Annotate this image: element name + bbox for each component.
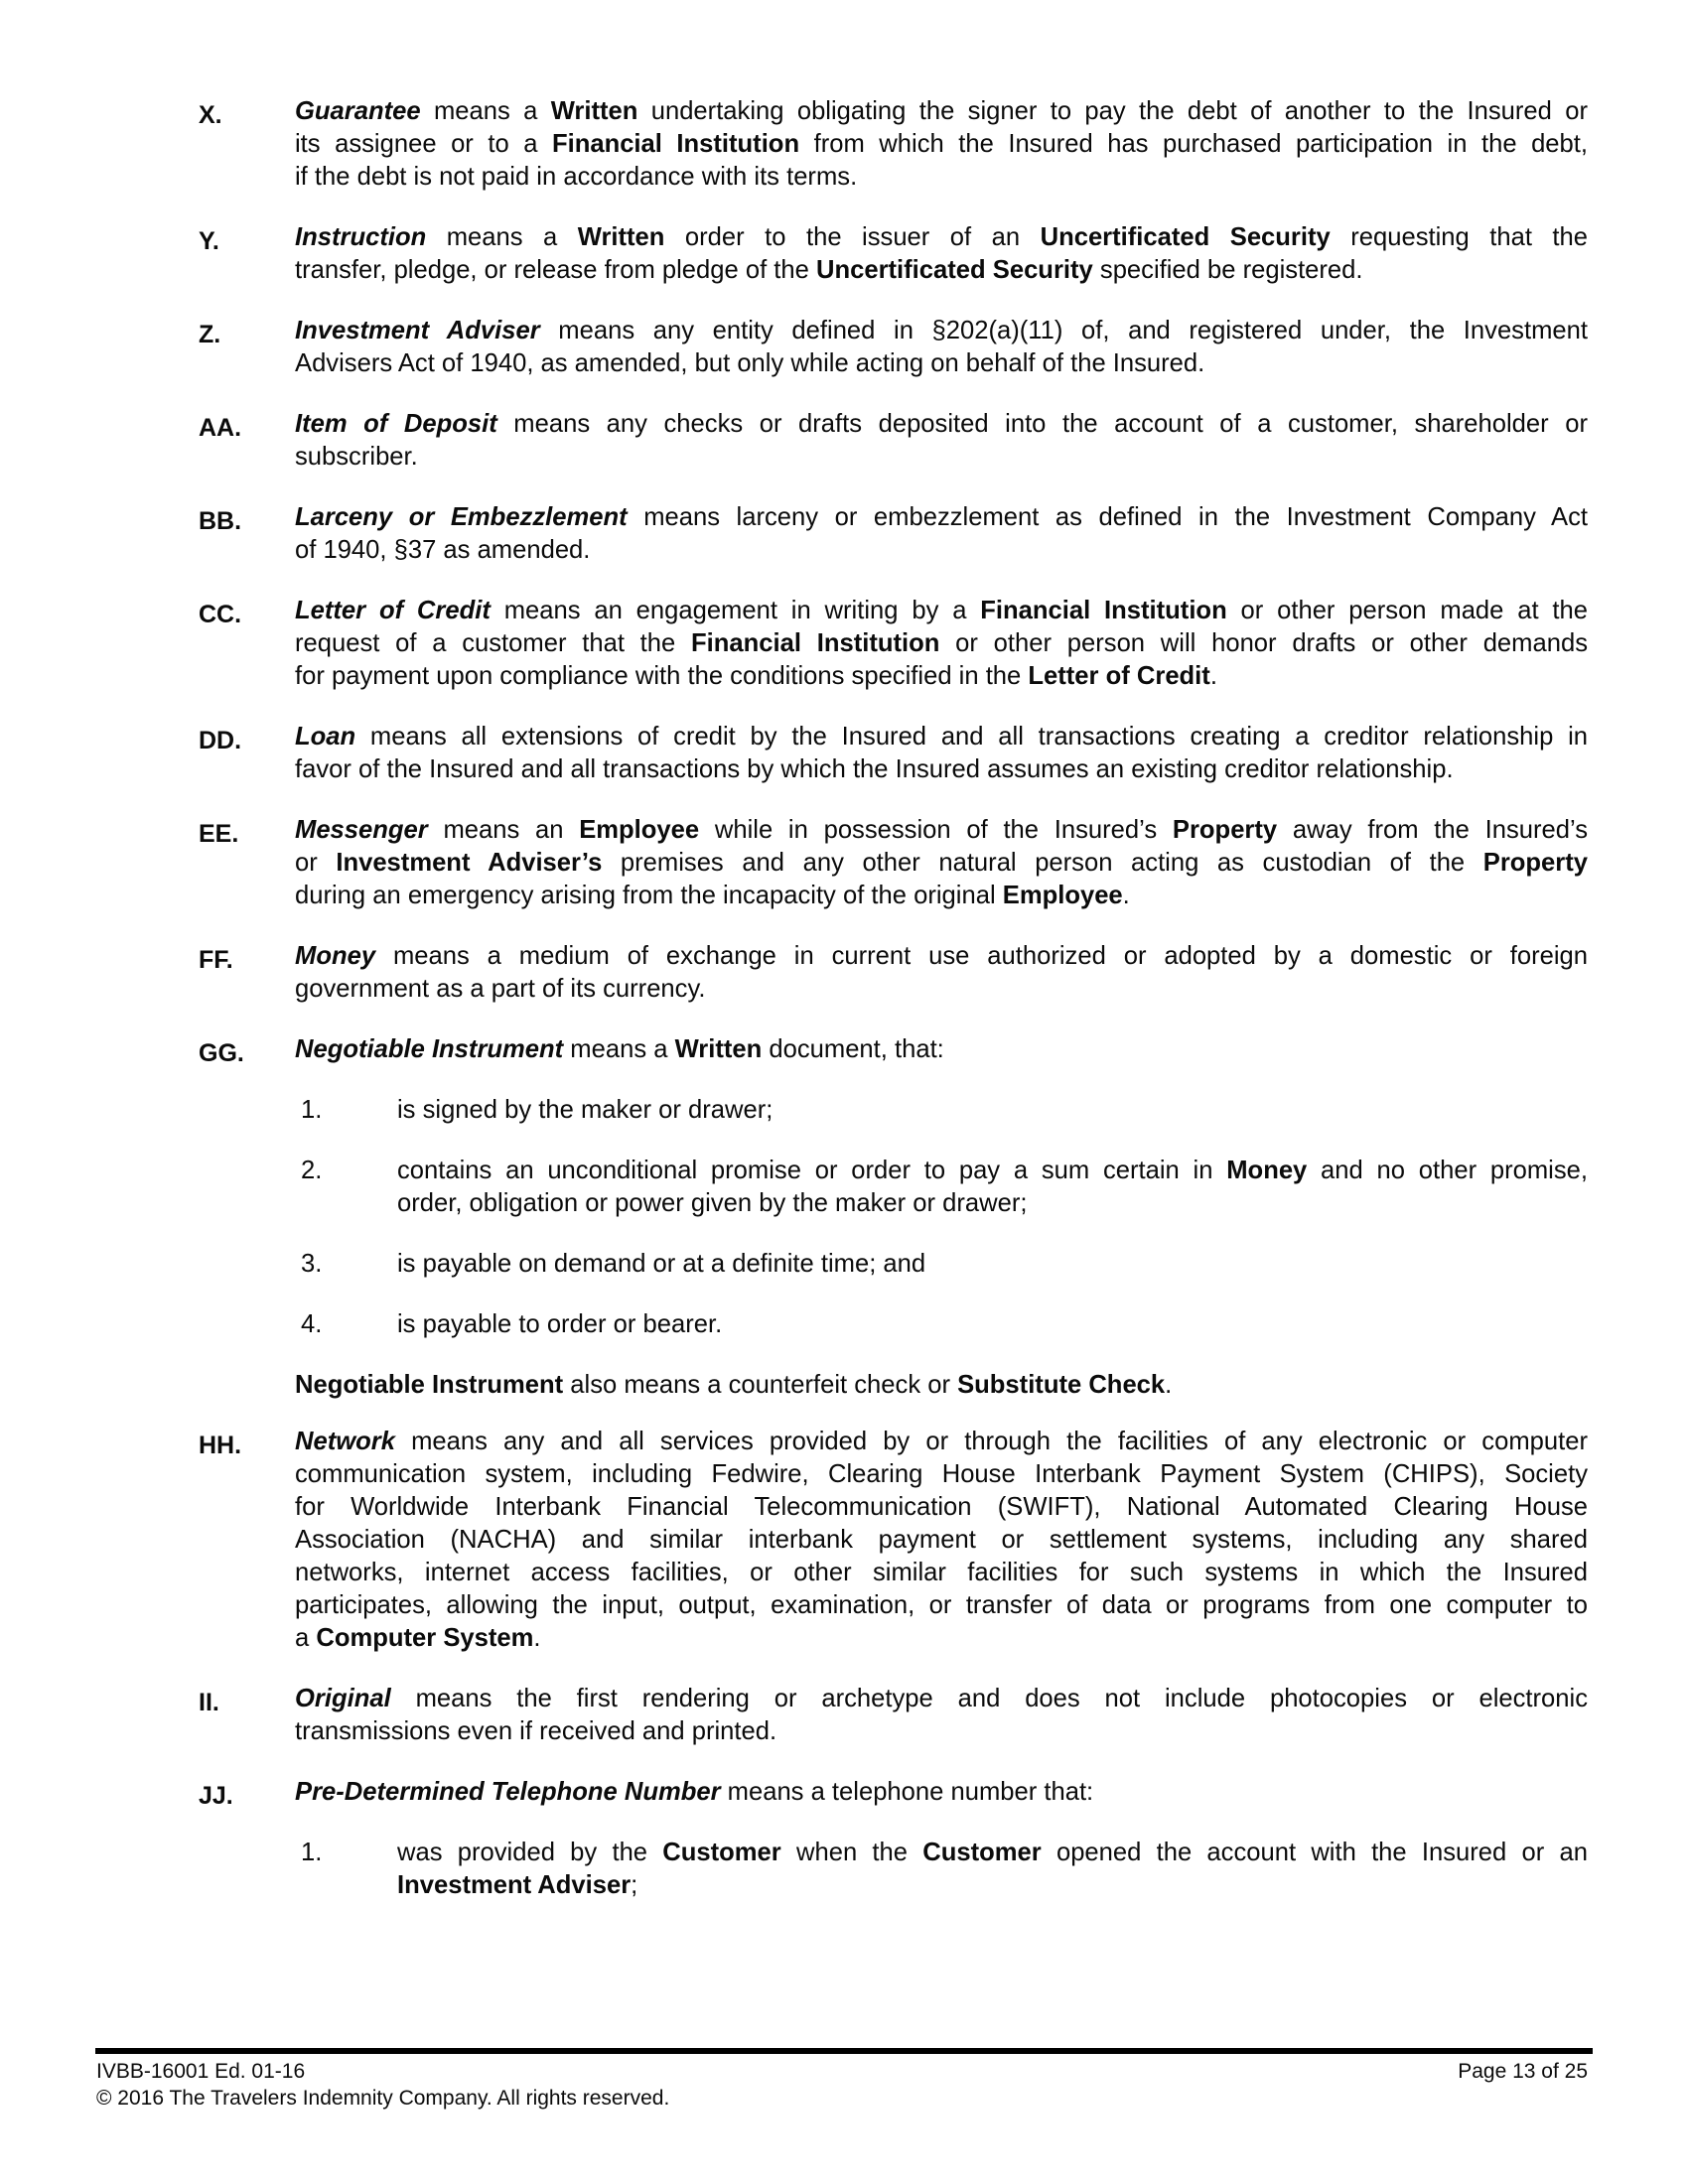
sub-item-text <box>397 1248 1588 1281</box>
text-run: from which the Insured has purchased participation in the debt, <box>799 130 1588 158</box>
text-run: is payable to order or bearer. <box>397 1310 723 1338</box>
defined-term: Network <box>295 1428 395 1455</box>
definition-item <box>199 221 1589 287</box>
bold-term: Investment Adviser’s <box>336 849 603 877</box>
text-line <box>295 501 1588 534</box>
text-run: networks, internet access facilities, or other similar facilities for such systems in which the Insured <box>295 1559 1588 1586</box>
definition-item <box>199 408 1589 474</box>
text-run: was provided by the <box>397 1839 663 1866</box>
definition-label: EE. <box>199 820 239 848</box>
text-line <box>295 1683 1588 1715</box>
text-run: participates, allowing the input, output, examination, or transfer of data or programs from one computer to <box>295 1591 1588 1619</box>
bold-term: Property <box>1482 849 1588 877</box>
definition-item <box>199 501 1589 567</box>
copyright-notice: © 2016 The Travelers Indemnity Company. All rights reserved. <box>96 2087 670 2110</box>
text-run: . <box>1209 662 1217 690</box>
text-run: Association (NACHA) and similar interbank payment or settlement systems, including any shared <box>295 1526 1588 1554</box>
text-line <box>295 940 1588 973</box>
text-run: means a <box>426 223 578 251</box>
footer-left <box>96 2058 669 2112</box>
text-run: means all extensions of credit by the Insured and all transactions creating a creditor relationship in <box>355 723 1588 751</box>
text-line <box>397 1187 1588 1220</box>
definition-item <box>199 595 1589 693</box>
text-line <box>295 721 1588 753</box>
bold-term: Money <box>1226 1157 1308 1184</box>
text-run: when the <box>780 1839 923 1866</box>
text-run: away from the Insured’s <box>1277 816 1588 844</box>
sub-item-text <box>397 1094 1588 1127</box>
text-line <box>397 1094 1588 1127</box>
text-run: for Worldwide Interbank Financial Telecommunication (SWIFT), National Automated Clearing House <box>295 1493 1588 1521</box>
definition-text <box>295 221 1588 287</box>
text-run: of 1940, §37 as amended. <box>295 536 591 564</box>
definition-label: X. <box>199 101 222 129</box>
defined-term: Larceny or Embezzlement <box>295 503 628 531</box>
definition-label: AA. <box>199 414 242 442</box>
definition-label: II. <box>199 1689 219 1716</box>
definition-item <box>199 1033 1589 1066</box>
sub-item-text <box>397 1155 1588 1220</box>
text-run: transfer, pledge, or release from pledge of the <box>295 256 816 284</box>
sub-item <box>295 1094 1589 1127</box>
definition-item <box>199 1683 1589 1748</box>
definition-text <box>295 1033 1588 1066</box>
definition-note <box>295 1369 1589 1402</box>
text-run: document, that: <box>762 1035 944 1063</box>
text-run: means a telephone number that: <box>720 1778 1094 1806</box>
text-run: during an emergency arising from the incapacity of the original <box>295 882 1003 909</box>
text-run: a <box>295 1624 317 1652</box>
definition-label: GG. <box>199 1039 244 1067</box>
text-line <box>295 95 1588 128</box>
text-line <box>295 1776 1588 1809</box>
form-number: IVBB-16001 Ed. 01-16 <box>96 2060 306 2083</box>
text-line <box>295 221 1588 254</box>
definition-text <box>295 1426 1588 1655</box>
text-run: . <box>1122 882 1130 909</box>
defined-term: Money <box>295 942 376 970</box>
text-run: means an <box>427 816 580 844</box>
text-run: its assignee or to a <box>295 130 552 158</box>
definition-label: HH. <box>199 1432 242 1459</box>
text-line <box>295 408 1588 441</box>
definition-text <box>295 1776 1588 1809</box>
bold-term: Customer <box>922 1839 1042 1866</box>
definition-text <box>295 940 1588 1006</box>
text-run: communication system, including Fedwire, Clearing House Interbank Payment System (CHIPS), Society <box>295 1460 1588 1488</box>
sub-item <box>295 1155 1589 1220</box>
defined-term: Negotiable Instrument <box>295 1035 564 1063</box>
sub-item-text <box>397 1308 1588 1341</box>
sub-item-number: 2. <box>301 1157 323 1184</box>
definition-label: DD. <box>199 727 242 754</box>
text-run: Advisers Act of 1940, as amended, but only while acting on behalf of the Insured. <box>295 349 1205 377</box>
text-line <box>295 880 1588 912</box>
defined-term: Instruction <box>295 223 427 251</box>
text-line <box>295 441 1588 474</box>
definition-label: JJ. <box>199 1782 233 1810</box>
text-run: premises and any other natural person acting as custodian of the <box>602 849 1483 877</box>
bold-term: Property <box>1172 816 1278 844</box>
definition-item <box>199 814 1589 912</box>
text-run: requesting that the <box>1330 223 1588 251</box>
text-run: means any and all services provided by or through the facilities of any electronic or computer <box>394 1428 1588 1455</box>
text-run: means any entity defined in §202(a)(11) of, and registered under, the Investment <box>539 317 1588 344</box>
definition-item <box>199 940 1589 1006</box>
bold-term: Employee <box>579 816 700 844</box>
text-run: government as a part of its currency. <box>295 975 706 1003</box>
sub-item-number: 4. <box>301 1310 323 1338</box>
text-run: . <box>533 1624 541 1652</box>
definition-item <box>199 1776 1589 1809</box>
text-run: undertaking obligating the signer to pay the debt of another to the Insured or <box>637 97 1588 125</box>
text-run: or <box>295 849 337 877</box>
text-run: and no other promise, <box>1307 1157 1588 1184</box>
text-run: order, obligation or power given by the maker or drawer; <box>397 1189 1028 1217</box>
text-line <box>295 347 1588 380</box>
text-run: if the debt is not paid in accordance with its terms. <box>295 163 858 191</box>
defined-term: Letter of Credit <box>295 597 491 624</box>
definition-text <box>295 501 1588 567</box>
text-run: opened the account with the Insured or an <box>1041 1839 1588 1866</box>
text-line <box>295 1426 1588 1458</box>
text-run: specified be registered. <box>1092 256 1363 284</box>
text-run: subscriber. <box>295 443 418 471</box>
bold-term: Computer System <box>316 1624 534 1652</box>
text-line <box>295 534 1588 567</box>
text-line <box>295 660 1588 693</box>
text-run: or other person made at the <box>1226 597 1588 624</box>
definition-text <box>295 408 1588 474</box>
text-line <box>295 973 1588 1006</box>
text-run: means any checks or drafts deposited into the account of a customer, shareholder or <box>496 410 1588 438</box>
bold-term: Employee <box>1002 882 1123 909</box>
sub-item-text <box>397 1837 1588 1902</box>
definition-text <box>295 721 1588 786</box>
definition-label: Y. <box>199 227 219 255</box>
text-line <box>295 128 1588 161</box>
footer-divider <box>95 2048 1593 2054</box>
text-run: contains an unconditional promise or order to pay a sum certain in <box>397 1157 1227 1184</box>
text-line <box>397 1155 1588 1187</box>
defined-term: Pre-Determined Telephone Number <box>295 1778 721 1806</box>
definition-text <box>295 1683 1588 1748</box>
defined-term: Item of Deposit <box>295 410 497 438</box>
text-line <box>295 1589 1588 1622</box>
text-run: transmissions even if received and printed. <box>295 1717 777 1745</box>
defined-term: Loan <box>295 723 356 751</box>
defined-term: Guarantee <box>295 97 421 125</box>
text-line <box>295 161 1588 194</box>
text-run: or other person will honor drafts or other demands <box>939 629 1588 657</box>
text-line <box>295 1369 1588 1402</box>
defined-term: Investment Adviser <box>295 317 540 344</box>
text-run: order to the issuer of an <box>664 223 1041 251</box>
definition-item <box>199 95 1589 194</box>
text-line <box>397 1248 1588 1281</box>
text-line <box>295 254 1588 287</box>
text-line <box>295 753 1588 786</box>
definition-text <box>295 95 1588 194</box>
text-line <box>295 1622 1588 1655</box>
text-line <box>397 1869 1588 1902</box>
definition-item <box>199 721 1589 786</box>
definition-text <box>295 315 1588 380</box>
text-run: means a medium of exchange in current use authorized or adopted by a domestic or foreign <box>375 942 1588 970</box>
text-line <box>397 1308 1588 1341</box>
definition-text <box>295 595 1588 693</box>
definitions-list <box>199 95 1589 1930</box>
definition-text <box>295 814 1588 912</box>
bold-term: Written <box>550 97 638 125</box>
bold-term: Letter of Credit <box>1028 662 1210 690</box>
text-run: is signed by the maker or drawer; <box>397 1096 774 1124</box>
bold-term: Uncertificated Security <box>815 256 1093 284</box>
text-line <box>295 1033 1588 1066</box>
text-line <box>397 1837 1588 1869</box>
text-line <box>295 1491 1588 1524</box>
text-run: means the first rendering or archetype and does not include photocopies or electronic <box>390 1685 1588 1712</box>
text-run: favor of the Insured and all transactions by which the Insured assumes an existing creditor relationship. <box>295 755 1454 783</box>
text-line <box>295 1715 1588 1748</box>
text-run: means a <box>420 97 551 125</box>
sub-item-number: 1. <box>301 1839 323 1866</box>
sub-item <box>295 1308 1589 1341</box>
definition-item <box>199 315 1589 380</box>
sub-item <box>295 1837 1589 1902</box>
bold-term: Written <box>674 1035 763 1063</box>
bold-term: Uncertificated Security <box>1040 223 1331 251</box>
text-run: . <box>1165 1371 1173 1399</box>
text-run: ; <box>631 1871 638 1899</box>
definition-item <box>199 1426 1589 1655</box>
bold-term: Investment Adviser <box>397 1871 632 1899</box>
bold-term: Financial Institution <box>691 629 940 657</box>
text-run: for payment upon compliance with the conditions specified in the <box>295 662 1029 690</box>
text-line <box>295 1557 1588 1589</box>
bold-term: Substitute Check <box>957 1371 1166 1399</box>
sub-item <box>295 1248 1589 1281</box>
text-run: means an engagement in writing by a <box>490 597 981 624</box>
bold-term: Negotiable Instrument <box>295 1371 564 1399</box>
definition-label: BB. <box>199 507 242 535</box>
text-line <box>295 1458 1588 1491</box>
text-run: means a <box>563 1035 675 1063</box>
text-run: also means a counterfeit check or <box>563 1371 958 1399</box>
text-run: request of a customer that the <box>295 629 692 657</box>
sub-item-number: 3. <box>301 1250 323 1278</box>
sub-item-number: 1. <box>301 1096 323 1124</box>
definition-note-text <box>295 1369 1589 1402</box>
text-line <box>295 814 1588 847</box>
bold-term: Customer <box>662 1839 781 1866</box>
bold-term: Written <box>577 223 665 251</box>
definition-label: CC. <box>199 601 242 628</box>
text-run: is payable on demand or at a definite time; and <box>397 1250 926 1278</box>
bold-term: Financial Institution <box>551 130 800 158</box>
defined-term: Messenger <box>295 816 428 844</box>
text-run: means larceny or embezzlement as defined in the Investment Company Act <box>627 503 1588 531</box>
text-line <box>295 847 1588 880</box>
definition-label: Z. <box>199 321 221 348</box>
page-number: Page 13 of 25 <box>1458 2060 1588 2083</box>
text-run: while in possession of the Insured’s <box>699 816 1173 844</box>
text-line <box>295 315 1588 347</box>
text-line <box>295 595 1588 627</box>
bold-term: Financial Institution <box>980 597 1227 624</box>
defined-term: Original <box>295 1685 391 1712</box>
definition-label: FF. <box>199 946 233 974</box>
text-line <box>295 627 1588 660</box>
text-line <box>295 1524 1588 1557</box>
